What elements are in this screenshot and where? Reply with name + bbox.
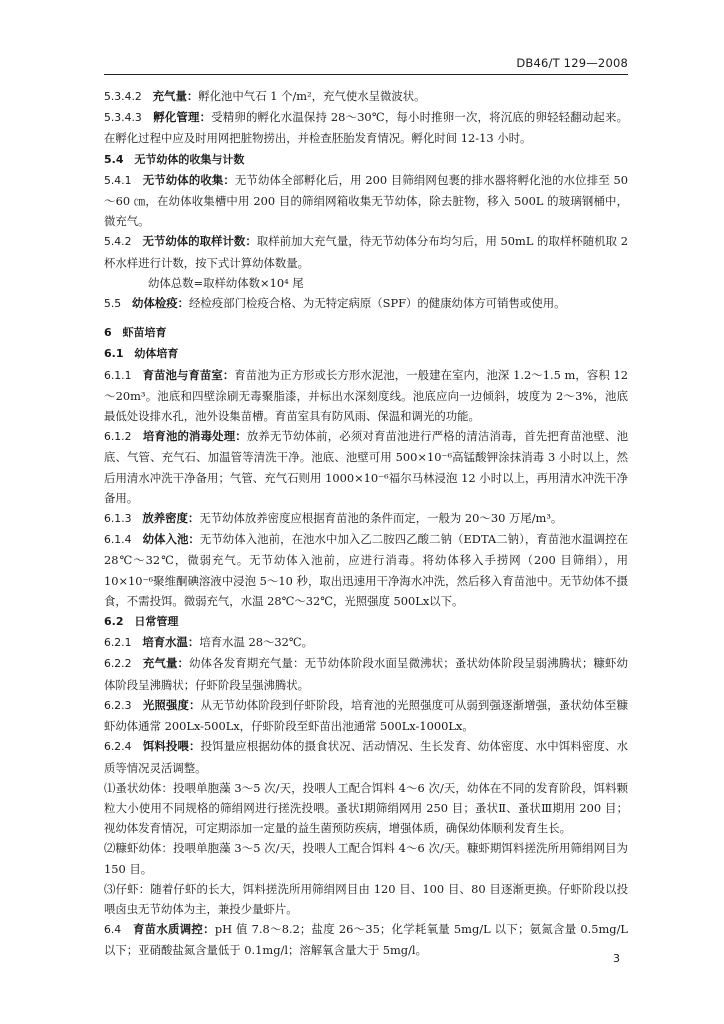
- clause-text: 受精卵的孵化水温保持 28～30℃，每小时推卵一次，将沉底的卵轻轻翻动起来。在孵化过程中应及时用网把脏物捞出，并检查胚胎发育情况。孵化时间 12-13 小时。: [104, 110, 628, 146]
- clause-title: 培育池的消毒处理：: [142, 429, 247, 444]
- clause-title: 育苗池与育苗室：: [142, 367, 235, 382]
- clause-text: 无节幼体放养密度应根据育苗池的条件而定，一般为 20～30 万尾/m³。: [199, 511, 563, 526]
- paragraph: [104, 273, 628, 293]
- paragraph: [104, 107, 628, 148]
- spacer: [131, 532, 142, 546]
- spacer: [112, 325, 123, 339]
- paragraph: [104, 838, 628, 878]
- paragraph: [104, 653, 628, 694]
- clause-text: 放养无节幼体前，必须对育苗池进行严格的清洁消毒，首先把育苗池壁、池底、气管、充气石、加温管等清洗干净。池底、池壁可用 500×10⁻⁶高锰酸钾涂抹消毒 3 小时以上，然后用清水冲洗干净备用；气管、充气石则用 1000×10⁻⁶福尔马林浸泡 12 小时以上，再用清水冲洗干净备用。: [104, 429, 628, 505]
- clause-text: 取样前加大充气量，待无节幼体分布均匀后，用 50mL 的取样杯随机取 2 杯水样进行计数，按下式计算幼体数量。: [104, 234, 628, 270]
- clause-number: 5.4.1: [104, 173, 132, 187]
- page-number: 3: [613, 952, 620, 965]
- clause-number: 6.1: [104, 347, 124, 361]
- clause-number: 6.1.4: [104, 533, 132, 547]
- paragraph: [104, 695, 628, 736]
- spacer: [142, 89, 153, 103]
- spacer: [131, 429, 142, 443]
- clause-number: 5.3.4.3: [104, 111, 142, 125]
- clause-number: 6.4: [104, 923, 122, 937]
- paragraph: [104, 365, 628, 427]
- spacer: [131, 739, 142, 753]
- clause-title: 孵化管理：: [153, 110, 212, 125]
- clause-text: 育苗池为正方形或长方形水泥池，一般建在室内，池深 1.2～1.5 m，容积 12～20m³。池底和四壁涂刷无毒聚脂漆，并标出水深刻度线。池底应向一边倾斜，坡度为 2～3%，池底最低处设排水孔，池外设集苗槽。育苗室具有防风雨、保温和调光的功能。: [104, 367, 628, 424]
- clause-title: 培育水温：: [142, 635, 200, 650]
- clause-title: 无节幼体的收集与计数: [134, 152, 245, 166]
- section-heading: [104, 611, 628, 632]
- paragraph: [104, 778, 628, 839]
- spacer: [121, 296, 132, 310]
- clause-text: ⑶仔虾：随着仔虾的长大，饵料搓洗所用筛绢网目由 120 目、100 目、80 目逐渐更换。仔虾阶段以投喂卤虫无节幼体为主，兼投少量虾片。: [104, 881, 628, 916]
- clause-title: 饵料投喂：: [142, 739, 201, 754]
- clause-title: 幼体培育: [134, 347, 179, 361]
- clause-title: 幼体入池：: [142, 532, 200, 547]
- clause-text: 幼体各发育期充气量：无节幼体阶段水面呈微沸状；蚤状幼体阶段呈弱沸腾状；糠虾幼体阶段呈沸腾状；仔虾阶段呈强沸腾状。: [104, 656, 628, 692]
- document-id: DB46/T 129—2008: [516, 56, 628, 70]
- section-heading: [104, 149, 628, 170]
- clause-text: 经检疫部门检疫合格、为无特定病原（SPF）的健康幼体方可销售或使用。: [189, 296, 566, 311]
- clause-number: 6.2: [104, 615, 124, 629]
- clause-title: 充气量：: [142, 656, 190, 671]
- clause-number: 5.4.2: [104, 235, 132, 249]
- clause-number: 6.1.3: [104, 512, 132, 526]
- clause-number: 6: [104, 326, 112, 340]
- paragraph: [104, 426, 628, 508]
- spacer: [131, 635, 142, 649]
- clause-text: 无节幼体入池前，在池水中加入乙二胺四乙酸二钠（EDTA二钠），育苗池水温调控在 28℃～32℃，微弱充气。无节幼体入池前，应进行消毒。将幼体移入手捞网（200 目筛绢），用 10×10⁻⁶聚维酮碘溶液中浸泡 5～10 秒，取出迅速用干净海水冲洗，然后移入育苗池中。无节幼体不摄食，不需投饵。微弱充气，水温 28℃～32℃，光照强度 500Lx以下。: [104, 532, 628, 608]
- document-body: [104, 86, 628, 961]
- spacer: [131, 368, 142, 382]
- paragraph: [104, 231, 628, 272]
- clause-title: 光照强度：: [142, 697, 201, 712]
- spacer: [124, 346, 135, 360]
- spacer: [131, 173, 142, 187]
- clause-number: 6.2.2: [104, 657, 132, 671]
- paragraph: [104, 919, 628, 960]
- paragraph: [104, 86, 628, 107]
- section-heading: [104, 322, 628, 343]
- clause-number: 6.1.1: [104, 368, 132, 382]
- clause-number: 6.2.3: [104, 698, 132, 712]
- clause-title: 日常管理: [134, 615, 179, 629]
- clause-text: pH 值 7.8～8.2；盐度 26～35；化学耗氧量 5mg/L 以下；氨氮含量 0.5mg/L 以下；亚硝酸盐氮含量低于 0.1mg/l；溶解氧含量大于 5mg/l。: [104, 922, 628, 958]
- clause-text: 培育水温 28～32℃。: [199, 635, 314, 650]
- paragraph: [104, 879, 628, 919]
- clause-number: 5.3.4.2: [104, 90, 142, 103]
- clause-title: 育苗水质调控：: [132, 922, 215, 937]
- clause-number: 6.1.2: [104, 430, 132, 444]
- clause-title: 充气量：: [152, 89, 199, 103]
- spacer: [142, 110, 153, 124]
- clause-number: 6.2.4: [104, 740, 132, 754]
- clause-title: 虾苗培育: [122, 326, 167, 340]
- clause-title: 幼体检疫：: [132, 296, 190, 311]
- paragraph: [104, 170, 628, 232]
- paragraph: [104, 508, 628, 529]
- section-heading: [104, 343, 628, 364]
- paragraph: [104, 529, 628, 611]
- header-rule: [104, 74, 628, 75]
- spacer: [124, 614, 135, 628]
- spacer: [131, 656, 142, 670]
- clause-text: 孵化池中气石 1 个/m²，充气使水呈微波状。: [198, 89, 426, 103]
- clause-text: 无节幼体全部孵化后，用 200 目筛绢网包裹的排水器将孵化池的水位排至 50～60 ㎝，在幼体收集槽中用 200 目的筛绢网箱收集无节幼体，除去脏物，移入 500L 的玻璃钢桶中，微充气。: [104, 172, 628, 229]
- clause-text: ⑴蚤状幼体：投喂单胞藻 3～5 次/天，投喂人工配合饵料 4～6 次/天，幼体在不同的发育阶段，饵料颗粒大小使用不同规格的筛绢网进行搓洗投喂。蚤状Ⅰ期筛绢网用 250 目；蚤状Ⅱ、蚤状Ⅲ期用 200 目；视幼体发育情况，可定期添加一定量的益生菌预防疾病，增强体质，确保幼体顺利发育生长。: [104, 780, 628, 836]
- clause-text: 投饵量应根据幼体的摄食状况、活动情况、生长发育、幼体密度、水中饵料密度、水质等情况灵活调整。: [104, 739, 628, 775]
- clause-title: 无节幼体的收集：: [142, 172, 235, 187]
- clause-number: 5.4: [104, 152, 124, 166]
- spacer: [121, 922, 133, 936]
- clause-number: 6.2.1: [104, 636, 132, 650]
- clause-text: 幼体总数=取样幼体数×10⁴ 尾: [148, 275, 304, 290]
- clause-title: 无节幼体的取样计数：: [142, 234, 257, 249]
- spacer: [124, 152, 135, 166]
- spacer: [131, 698, 142, 712]
- paragraph: [104, 632, 628, 653]
- clause-text: ⑵糠虾幼体：投喂单胞藻 3～5 次/天，投喂人工配合饵料 4～6 次/天。糠虾期饵料搓洗所用筛绢网目为 150 目。: [104, 841, 628, 876]
- spacer: [131, 511, 142, 525]
- clause-text: 从无节幼体阶段到仔虾阶段，培育池的光照强度可从弱到强逐渐增强，蚤状幼体至糠虾幼体通常 200Lx-500Lx，仔虾阶段至虾苗出池通常 500Lx-1000Lx。: [104, 697, 628, 734]
- clause-number: 5.5: [104, 297, 122, 311]
- paragraph: [104, 736, 628, 777]
- spacer: [131, 234, 142, 248]
- clause-title: 放养密度：: [142, 511, 200, 526]
- paragraph: [104, 293, 628, 314]
